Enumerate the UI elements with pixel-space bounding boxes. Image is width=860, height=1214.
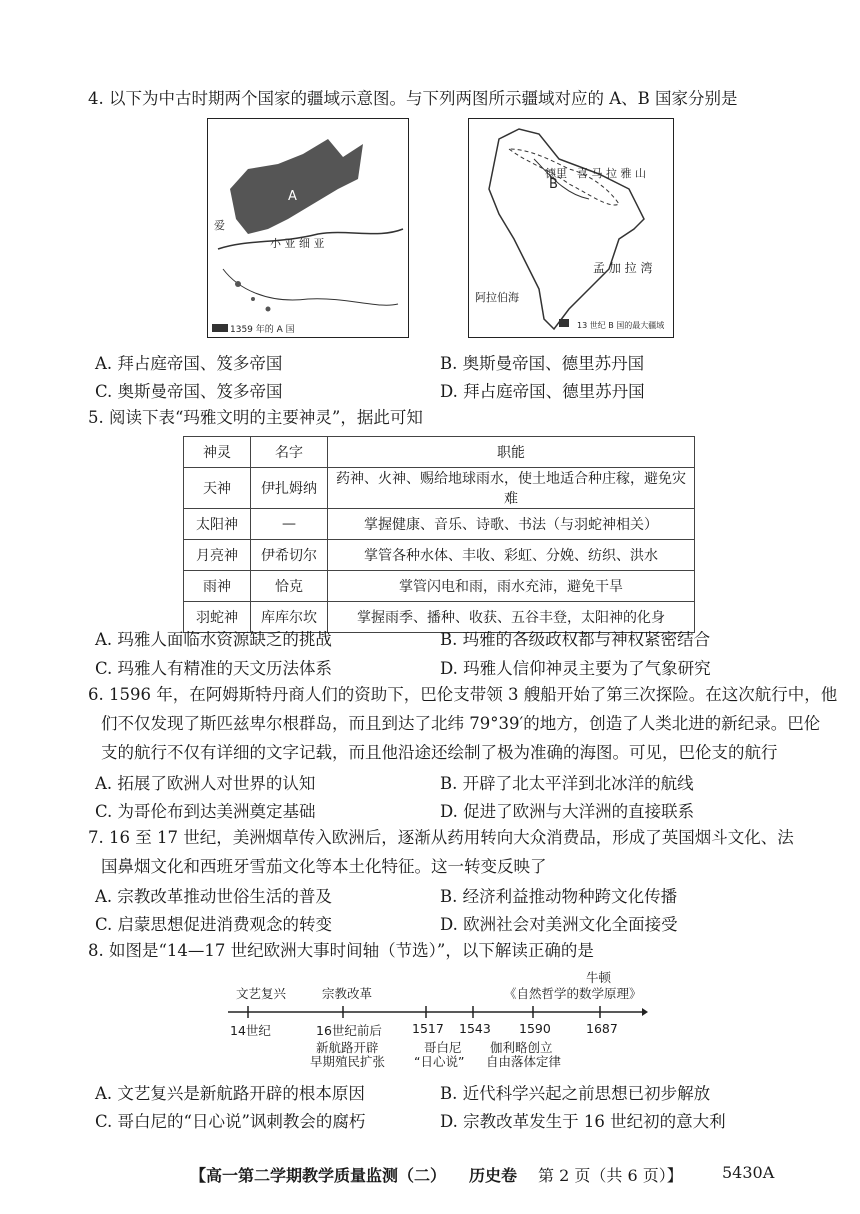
table-cell: 掌握雨季、播种、收获、五谷丰登，太阳神的化身 <box>328 602 695 633</box>
timeline-tick-1517: 1517 <box>412 1021 444 1036</box>
table-cell: 库库尔坎 <box>251 602 328 633</box>
table-cell: 雨神 <box>184 571 251 602</box>
map-a <box>207 118 409 338</box>
q6-option-a[interactable]: A. 拓展了欧洲人对世界的认知 <box>95 774 316 793</box>
table-cell: — <box>251 509 328 540</box>
table-cell: 太阳神 <box>184 509 251 540</box>
footer-subject: 历史卷 <box>469 1166 518 1185</box>
q5-option-d[interactable]: D. 玛雅人信仰神灵主要为了气象研究 <box>440 659 711 678</box>
timeline-top-newton: 牛顿 <box>586 970 612 985</box>
table-row <box>184 571 695 602</box>
q4-option-d[interactable]: D. 拜占庭帝国、德里苏丹国 <box>440 382 645 401</box>
map-a-sea: 爱 <box>214 219 225 232</box>
q8-stem: 8. 如图是“14—17 世纪欧洲大事时间轴（节选）”，以下解读正确的是 <box>88 941 594 960</box>
q7-option-b[interactable]: B. 经济利益推动物种跨文化传播 <box>440 887 678 906</box>
table-cell: 掌握健康、音乐、诗歌、书法（与羽蛇神相关） <box>328 509 695 540</box>
map-a-territory <box>230 139 363 234</box>
map-b <box>468 118 674 338</box>
timeline-top-reformation: 宗教改革 <box>322 986 373 1001</box>
q7-stem-line1: 7. 16 至 17 世纪，美洲烟草传入欧洲后，逐渐从药用转向大众消费品，形成了英国烟斗文化、法 <box>88 828 794 847</box>
q8-option-c[interactable]: C. 哥白尼的“日心说”讽刺教会的腐朽 <box>95 1112 366 1131</box>
q7-option-a[interactable]: A. 宗教改革推动世俗生活的普及 <box>95 887 332 906</box>
map-a-coast-south <box>223 269 398 305</box>
footer-exam-title: 【高一第二学期教学质量监测（二） <box>190 1166 447 1185</box>
q8-option-b[interactable]: B. 近代科学兴起之前思想已初步解放 <box>440 1084 711 1103</box>
table-header: 职能 <box>328 437 695 468</box>
table-cell: 恰克 <box>251 571 328 602</box>
q8-option-a[interactable]: A. 文艺复兴是新航路开辟的根本原因 <box>95 1084 365 1103</box>
table-cell: 伊希切尔 <box>251 540 328 571</box>
timeline-bottom-heliocentric: “日心说” <box>414 1054 465 1069</box>
map-a-legend: 1359 年的 A 国 <box>230 325 295 335</box>
q4-option-b[interactable]: B. 奥斯曼帝国、德里苏丹国 <box>440 354 645 373</box>
table-cell: 天神 <box>184 468 251 509</box>
q4-option-c[interactable]: C. 奥斯曼帝国、笈多帝国 <box>95 382 283 401</box>
map-b-label: B <box>549 177 558 192</box>
timeline-bottom-colonial: 早期殖民扩张 <box>310 1054 386 1069</box>
q6-stem-line2: 们不仅发现了斯匹兹卑尔根群岛，而且到达了北纬 79°39′的地方，创造了人类北进的新纪录。巴伦 <box>101 714 821 733</box>
q8-option-d[interactable]: D. 宗教改革发生于 16 世纪初的意大利 <box>440 1112 726 1131</box>
timeline-bottom-galileo: 伽利略创立 <box>490 1040 553 1055</box>
map-a-drawing <box>208 119 408 337</box>
timeline-bottom-copernicus: 哥白尼 <box>424 1040 462 1055</box>
q5-option-b[interactable]: B. 玛雅的各级政权都与神权紧密结合 <box>440 630 711 649</box>
table-cell: 伊扎姆纳 <box>251 468 328 509</box>
timeline-tick-1590: 1590 <box>519 1021 551 1036</box>
map-b-arabian: 阿拉伯海 <box>475 291 519 304</box>
q5-option-a[interactable]: A. 玛雅人面临水资源缺乏的挑战 <box>95 630 332 649</box>
table-header-row <box>184 437 695 468</box>
q4-option-a[interactable]: A. 拜占庭帝国、笈多帝国 <box>95 354 283 373</box>
q7-option-c[interactable]: C. 启蒙思想促进消费观念的转变 <box>95 915 333 934</box>
timeline-top-renaissance: 文艺复兴 <box>236 986 287 1001</box>
table-header: 名字 <box>251 437 328 468</box>
q6-stem-line3: 支的航行不仅有详细的文字记载，而且他沿途还绘制了极为准确的海图。可见，巴伦支的航行 <box>101 743 778 762</box>
table-cell: 羽蛇神 <box>184 602 251 633</box>
table-cell: 掌管闪电和雨，雨水充沛，避免干旱 <box>328 571 695 602</box>
map-a-region: 小 亚 细 亚 <box>270 237 325 250</box>
timeline-tick-16c: 16世纪前后 <box>316 1023 382 1038</box>
timeline-top-principia: 《自然哲学的数学原理》 <box>504 986 642 1001</box>
q7-stem-line2: 国鼻烟文化和西班牙雪茄文化等本土化特征。这一转变反映了 <box>101 857 547 876</box>
q7-option-d[interactable]: D. 欧洲社会对美洲文化全面接受 <box>440 915 678 934</box>
timeline <box>228 966 648 1069</box>
map-b-delhi: 德里 <box>545 167 567 180</box>
table-cell: 月亮神 <box>184 540 251 571</box>
table-row <box>184 509 695 540</box>
q5-option-c[interactable]: C. 玛雅人有精准的天文历法体系 <box>95 659 333 678</box>
table-cell: 药神、火神、赐给地球雨水，使土地适合种庄稼，避免灾难 <box>328 468 695 509</box>
q6-stem-line1: 6. 1596 年，在阿姆斯特丹商人们的资助下，巴伦支带领 3 艘船开始了第三次探险。在这次航行中，他 <box>88 685 838 704</box>
q5-stem: 5. 阅读下表“玛雅文明的主要神灵”，据此可知 <box>88 408 423 427</box>
map-a-label: A <box>288 189 297 204</box>
q4-stem: 4. 以下为中古时期两个国家的疆域示意图。与下列两图所示疆域对应的 A、B 国家分别是 <box>88 89 738 108</box>
maya-gods-table <box>183 436 695 633</box>
timeline-bottom-routes: 新航路开辟 <box>316 1040 379 1055</box>
table-row <box>184 468 695 509</box>
table-cell: 掌管各种水体、丰收、彩虹、分娩、纺织、洪水 <box>328 540 695 571</box>
footer-page-number: 第 2 页（共 6 页）】 <box>538 1166 683 1185</box>
map-b-legend: 13 世纪 B 国的最大疆域 <box>577 321 665 330</box>
timeline-tick-14c: 14世纪 <box>230 1023 271 1038</box>
table-row <box>184 540 695 571</box>
timeline-tick-1687: 1687 <box>586 1021 618 1036</box>
timeline-bottom-freefall: 自由落体定律 <box>486 1054 562 1069</box>
q6-option-d[interactable]: D. 促进了欧洲与大洋洲的直接联系 <box>440 802 695 821</box>
q6-option-c[interactable]: C. 为哥伦布到达美洲奠定基础 <box>95 802 316 821</box>
map-b-himalaya: 喜 马 拉 雅 山 <box>577 167 646 180</box>
footer-code: 5430A <box>722 1163 775 1182</box>
q6-option-b[interactable]: B. 开辟了北太平洋到北冰洋的航线 <box>440 774 694 793</box>
table-header: 神灵 <box>184 437 251 468</box>
timeline-tick-1543: 1543 <box>459 1021 491 1036</box>
map-b-bengal: 孟 加 拉 湾 <box>593 261 653 275</box>
